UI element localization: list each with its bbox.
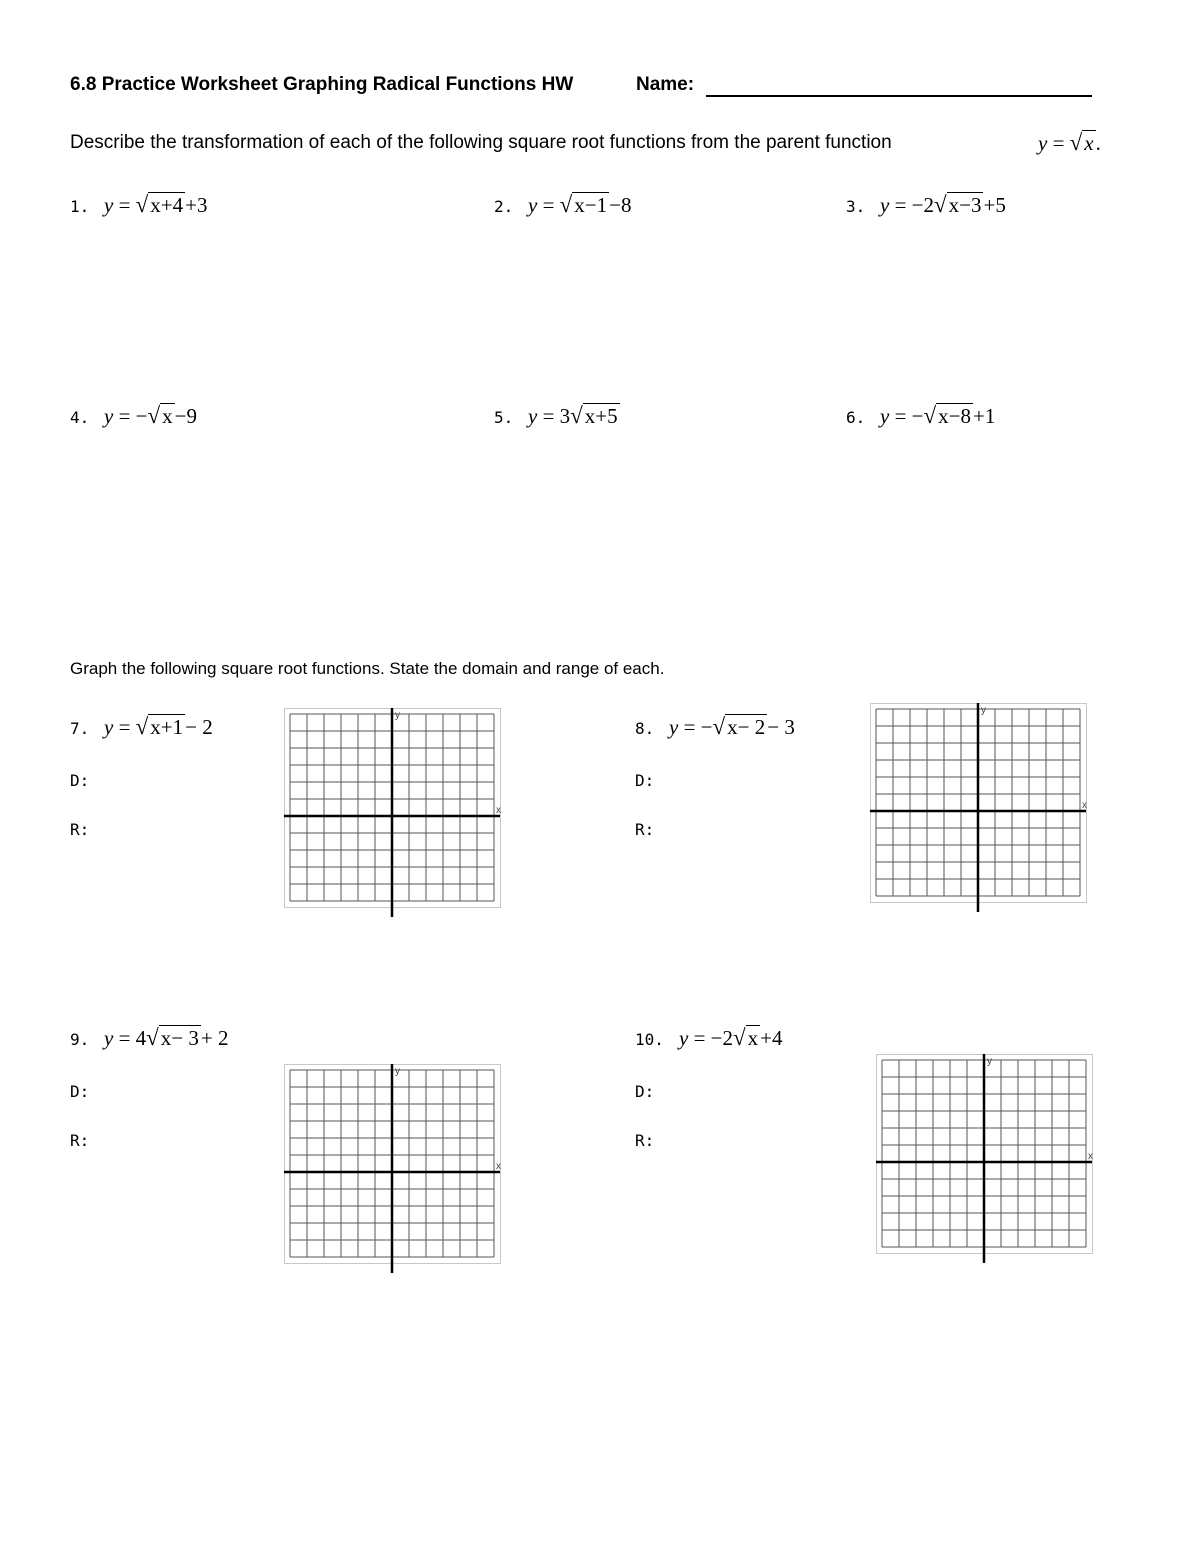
y-axis-label: y	[395, 710, 400, 721]
parent-function	[1038, 130, 1101, 156]
x-axis-label: x	[496, 805, 501, 816]
radical-sign-icon: √	[934, 192, 947, 217]
problem-equation: y = 3√x+5	[528, 403, 618, 428]
problem-10	[635, 1025, 782, 1051]
radical-sign-icon: √	[923, 403, 937, 428]
x-axis-label: x	[1082, 800, 1087, 811]
graph-grid-7[interactable]	[284, 708, 510, 919]
problem-number: 7.	[70, 719, 90, 738]
problem-number: 6.	[846, 408, 866, 427]
name-blank-line[interactable]	[706, 95, 1092, 97]
problem-equation: y = −√x−9	[104, 403, 197, 428]
problem-equation: y = −√x−8+1	[880, 403, 996, 428]
graph-grid-9[interactable]	[284, 1064, 510, 1275]
radical-sign-icon: √	[147, 403, 161, 428]
radical-sign-icon: √	[733, 1025, 746, 1050]
graph-grid-10[interactable]	[876, 1054, 1102, 1265]
radical-sign-icon: √	[135, 714, 149, 739]
y-axis-label: y	[395, 1066, 400, 1077]
domain-label: D:	[70, 1082, 90, 1101]
problem-equation: y = −2√x−3+5	[880, 192, 1006, 217]
problem-equation: y = −2√x+4	[679, 1025, 783, 1050]
domain-label: D:	[70, 771, 90, 790]
range-label: R:	[635, 1131, 655, 1150]
problem-2	[494, 192, 631, 218]
name-label: Name:	[636, 74, 695, 95]
radical-sign-icon: √	[146, 1025, 159, 1050]
problem-number: 8.	[635, 719, 655, 738]
problem-equation: y = 4√x− 3+ 2	[104, 1025, 229, 1050]
parent-suffix: .	[1095, 131, 1101, 155]
parent-radicand: x	[1084, 131, 1094, 155]
radical-sign-icon: √	[135, 192, 149, 217]
problem-number: 5.	[494, 408, 514, 427]
radical-sign-icon: √	[712, 714, 726, 739]
problem-4	[70, 403, 197, 429]
problem-6	[846, 403, 995, 429]
problem-9	[70, 1025, 228, 1051]
range-label: R:	[70, 820, 90, 839]
worksheet-title: 6.8 Practice Worksheet Graphing Radical Functions HW	[70, 74, 574, 95]
problem-1	[70, 192, 207, 218]
range-label: R:	[70, 1131, 90, 1150]
radical-sign-icon: √	[570, 403, 583, 428]
problem-7	[70, 714, 213, 740]
problem-equation: y = √x−1−8	[528, 192, 632, 217]
problem-number: 2.	[494, 197, 514, 216]
x-axis-label: x	[1088, 1151, 1093, 1162]
range-label: R:	[635, 820, 655, 839]
problem-number: 4.	[70, 408, 90, 427]
radical-sign-icon: √	[559, 192, 573, 217]
problem-5	[494, 403, 620, 429]
part1-instruction: Describe the transformation of each of the following square root functions from the parent function	[70, 132, 892, 153]
parent-radical	[1070, 130, 1096, 156]
x-axis-label: x	[496, 1161, 501, 1172]
y-axis-label: y	[987, 1056, 992, 1067]
part2-instruction: Graph the following square root functions. State the domain and range of each.	[70, 659, 665, 678]
parent-eq: =	[1047, 131, 1070, 155]
problem-number: 1.	[70, 197, 90, 216]
problem-equation: y = √x+4+3	[104, 192, 208, 217]
parent-var: y	[1038, 131, 1048, 155]
problem-equation: y = √x+1− 2	[104, 714, 213, 739]
domain-label: D:	[635, 771, 655, 790]
y-axis-label: y	[981, 705, 986, 716]
problem-number: 3.	[846, 197, 866, 216]
problem-number: 10.	[635, 1030, 664, 1049]
domain-label: D:	[635, 1082, 655, 1101]
radical-sign-icon: √	[1069, 130, 1083, 155]
problem-number: 9.	[70, 1030, 90, 1049]
problem-8	[635, 714, 795, 740]
graph-grid-8[interactable]	[870, 703, 1096, 914]
problem-equation: y = −√x− 2− 3	[669, 714, 795, 739]
problem-3	[846, 192, 1006, 218]
